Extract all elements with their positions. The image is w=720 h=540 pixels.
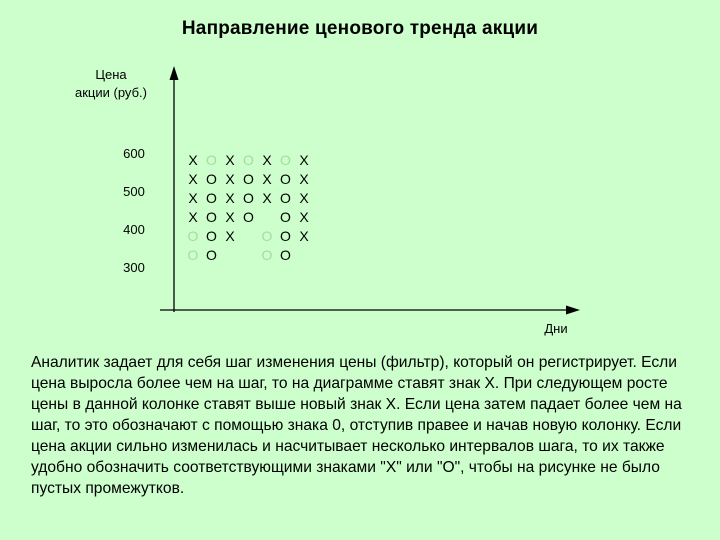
o-mark: O xyxy=(280,209,291,225)
y-tick-label: 600 xyxy=(123,146,145,161)
o-mark: O xyxy=(261,247,273,263)
y-tick-labels xyxy=(123,146,145,275)
o-mark: O xyxy=(243,171,254,187)
x-mark: X xyxy=(299,152,309,168)
x-axis-label: Дни xyxy=(544,321,568,336)
o-mark: O xyxy=(206,209,217,225)
x-mark: X xyxy=(225,228,235,244)
slide-title: Направление ценового тренда акции xyxy=(181,18,539,39)
x-mark: X xyxy=(225,209,235,225)
y-axis-label-line-1: Цена xyxy=(95,67,127,82)
x-mark: X xyxy=(225,152,235,168)
x-mark: X xyxy=(225,171,235,187)
y-axis-arrow xyxy=(170,66,179,80)
chart-marks xyxy=(188,152,310,263)
y-tick-label: 500 xyxy=(123,184,145,199)
o-mark: O xyxy=(280,171,291,187)
o-mark: O xyxy=(206,247,217,263)
y-tick-label: 300 xyxy=(123,260,145,275)
o-mark: O xyxy=(206,190,217,206)
x-mark: X xyxy=(188,190,198,206)
o-mark: O xyxy=(206,171,217,187)
o-mark: O xyxy=(243,209,254,225)
o-mark: O xyxy=(280,190,291,206)
x-mark: X xyxy=(299,190,309,206)
x-mark: X xyxy=(262,190,272,206)
x-mark: X xyxy=(262,171,272,187)
chart-axes xyxy=(160,66,580,315)
o-mark: O xyxy=(280,247,291,263)
o-mark: O xyxy=(187,228,199,244)
x-axis-arrow xyxy=(566,306,580,315)
o-mark: O xyxy=(243,190,254,206)
o-mark: O xyxy=(187,247,199,263)
x-mark: X xyxy=(225,190,235,206)
description-paragraph: Аналитик задает для себя шаг изменения цены (фильтр), который он регистрирует. Если цена выросла более чем на шаг, то на диаграмме ставят знак X. При следующем росте цены в данной колонке ставят выше новый знак X. Если цена затем падает более чем на шаг, то это обозначают с помощью знака 0, отступив правее и начав новую колонку. Если цена акции сильно изменилась и насчитывает несколько интервалов шага, то их также удобно обозначить соответствующими знаками "X" или "O", чтобы на рисунке не было пустых промежутков. xyxy=(31,354,682,497)
y-tick-label: 400 xyxy=(123,222,145,237)
x-mark: X xyxy=(188,209,198,225)
o-mark: O xyxy=(280,228,291,244)
x-mark: X xyxy=(299,228,309,244)
o-mark: O xyxy=(261,228,273,244)
o-mark: O xyxy=(243,152,254,168)
y-axis-label-line-2: акции (руб.) xyxy=(75,85,147,100)
x-mark: X xyxy=(262,152,272,168)
x-mark: X xyxy=(299,209,309,225)
o-mark: O xyxy=(206,152,217,168)
x-mark: X xyxy=(188,152,198,168)
x-mark: X xyxy=(299,171,309,187)
o-mark: O xyxy=(206,228,217,244)
x-mark: X xyxy=(188,171,198,187)
o-mark: O xyxy=(280,152,291,168)
